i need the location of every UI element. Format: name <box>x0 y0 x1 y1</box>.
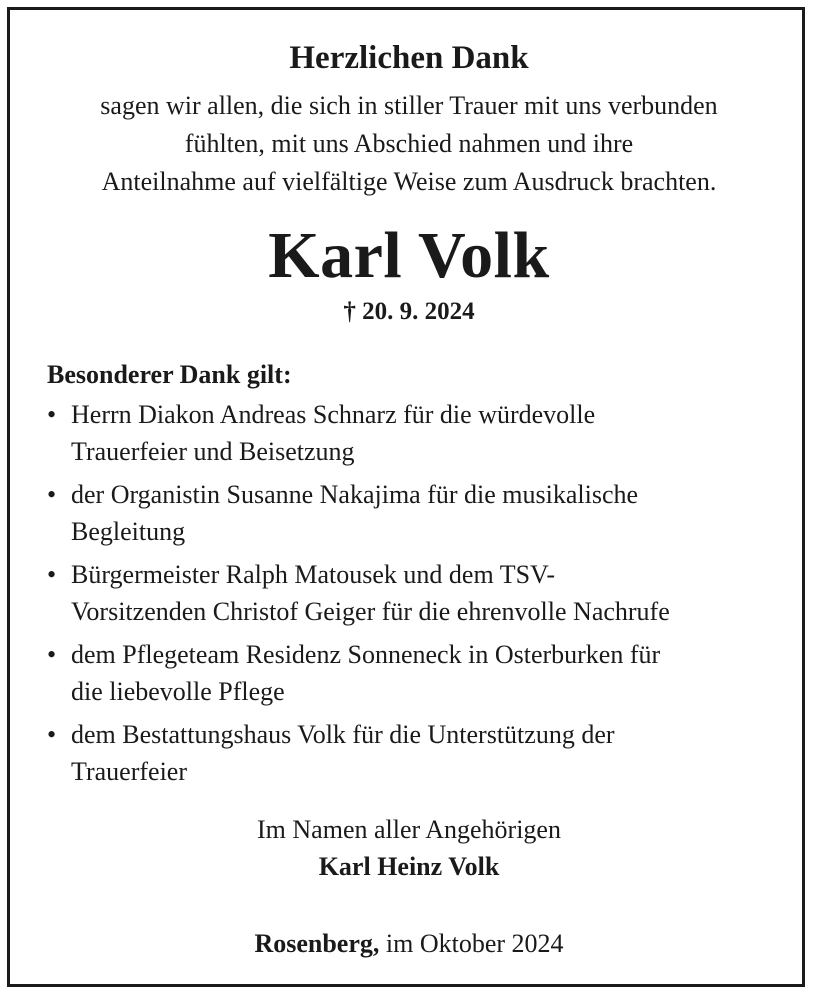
thanks-list <box>47 396 787 796</box>
list-item <box>47 396 787 470</box>
list-item-line: Herrn Diakon Andreas Schnarz für die würdevolle <box>71 400 596 429</box>
list-item-line: Bürgermeister Ralph Matousek und dem TSV- <box>71 560 556 589</box>
signer-name: Karl Heinz Volk <box>318 852 500 881</box>
date-text: im Oktober 2024 <box>379 929 564 958</box>
list-item-line: Begleitung <box>71 517 186 546</box>
closing-line: Im Namen aller Angehörigen <box>257 815 561 844</box>
list-item-line: dem Pflegeteam Residenz Sonneneck in Osterburken für <box>71 640 661 669</box>
list-item-line: dem Bestattungshaus Volk für die Unterstützung der <box>71 720 615 749</box>
intro-line: sagen wir allen, die sich in stiller Trauer mit uns verbunden <box>100 91 718 120</box>
intro-line: Anteilnahme auf vielfältige Weise zum Ausdruck brachten. <box>101 167 717 196</box>
list-item-line: der Organistin Susanne Nakajima für die musikalische <box>71 480 639 509</box>
place-date <box>0 925 818 962</box>
death-date: † 20. 9. 2024 <box>343 298 475 325</box>
special-thanks-title: Besonderer Dank gilt: <box>47 360 292 389</box>
notice-heading: Herzlichen Dank <box>289 40 529 76</box>
intro-text <box>0 87 818 201</box>
bullet-icon: • <box>47 640 57 669</box>
list-item-line: Trauerfeier <box>71 757 187 786</box>
bullet-icon: • <box>47 720 57 749</box>
place-name: Rosenberg, <box>254 929 380 958</box>
list-item <box>47 636 787 710</box>
bullet-icon: • <box>47 480 57 509</box>
list-item-line: Vorsitzenden Christof Geiger für die ehrenvolle Nachrufe <box>71 597 670 626</box>
bullet-icon: • <box>47 400 57 429</box>
deceased-name: Karl Volk <box>268 219 550 292</box>
list-item <box>47 716 787 790</box>
bullet-icon: • <box>47 560 57 589</box>
list-item-line: die liebevolle Pflege <box>71 677 285 706</box>
list-item-line: Trauerfeier und Beisetzung <box>71 437 355 466</box>
intro-line: fühlten, mit uns Abschied nahmen und ihre <box>184 129 634 158</box>
list-item <box>47 556 787 630</box>
list-item <box>47 476 787 550</box>
